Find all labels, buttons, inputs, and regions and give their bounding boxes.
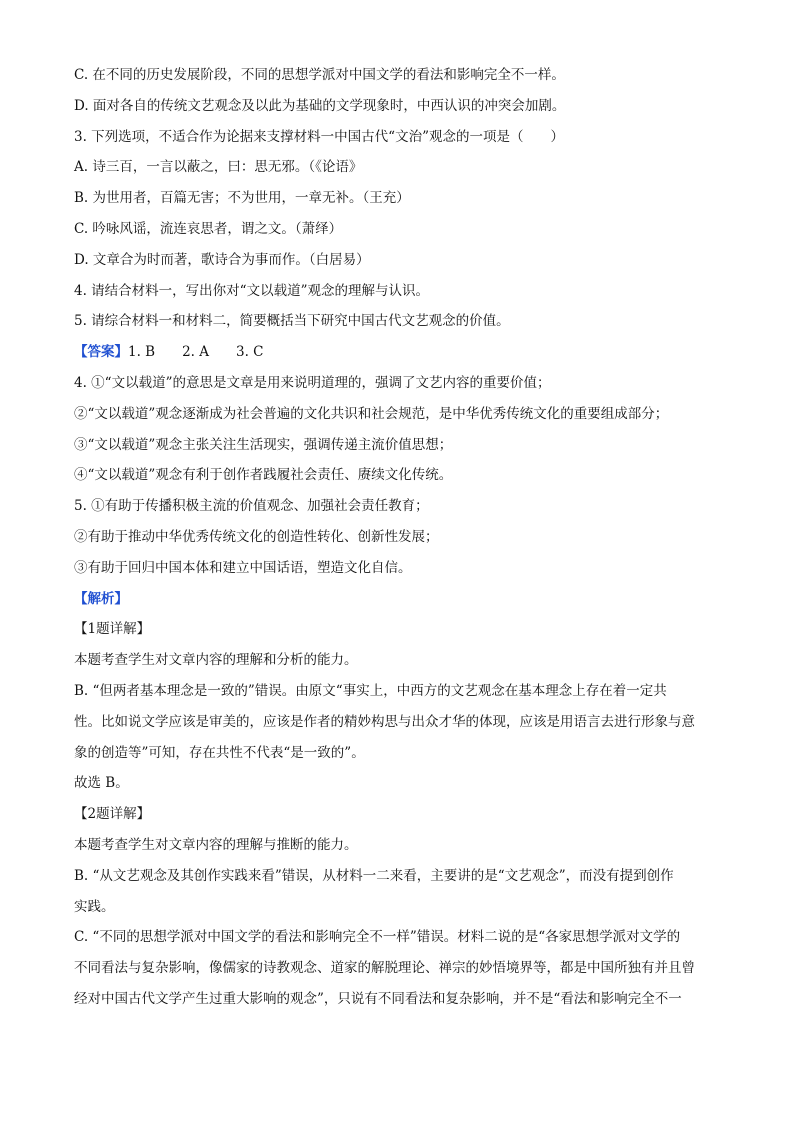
text-line: D. 面对各自的传统文艺观念及以此为基础的文学现象时，中西认识的冲突会加剧。: [74, 97, 566, 114]
text-line: 4. ①“文以载道”的意思是文章是用来说明道理的，强调了文艺内容的重要价值；: [74, 374, 551, 391]
section-text: 1. B 2. A 3. C: [128, 344, 264, 361]
text-line: D. 文章合为时而著，歌诗合为事而作。（白居易）: [74, 251, 370, 268]
text-line: 4. 请结合材料一，写出你对“文以载道”观念的理解与认识。: [74, 282, 429, 299]
text-line: A. 诗三百，一言以蔽之，曰：思无邪。（《论语》: [74, 159, 363, 176]
text-line: C. “不同的思想学派对中国文学的看法和影响完全不一样”错误。材料二说的是“各家思想学派对文学的: [74, 929, 681, 946]
text-line: 5. ①有助于传播积极主流的价值观念、加强社会责任教育；: [74, 498, 429, 515]
text-line: C. 在不同的历史发展阶段，不同的思想学派对中国文学的看法和影响完全不一样。: [74, 67, 565, 83]
text-line: 【1题详解】: [74, 621, 151, 638]
text-line: 象的创造等”可知，存在共性不代表“是一致的”。: [74, 744, 365, 761]
section-tag: 【答案】: [74, 344, 128, 361]
text-line: 不同看法与复杂影响，像儒家的诗教观念、道家的解脱理论、禅宗的妙悟境界等，都是中国所独有并且曾: [74, 960, 695, 977]
text-line: 本题考查学生对文章内容的理解与推断的能力。: [74, 836, 358, 853]
document-body: [74, 60, 724, 1015]
text-line: 故选 B。: [74, 775, 129, 792]
text-line: 本题考查学生对文章内容的理解和分析的能力。: [74, 652, 358, 669]
section-heading-line: [74, 337, 724, 368]
text-line: 经对中国古代文学产生过重大影响的观念”，只说有不同看法和复杂影响，并不是“看法和影响完全不一: [74, 990, 682, 1007]
section-tag: 【解析】: [74, 590, 128, 607]
text-line: B. “从文艺观念及其创作实践来看”错误，从材料一二来看，主要讲的是“文艺观念”，而没有提到创作: [74, 867, 674, 884]
text-line: 3. 下列选项，不适合作为论据来支撑材料一中国古代“文治”观念的一项是（ ）: [74, 128, 564, 145]
text-line: ④“文以载道”观念有利于创作者践履社会责任、赓续文化传统。: [74, 467, 453, 484]
text-line: B. “但两者基本理念是一致的”错误。由原文“事实上，中西方的文艺观念在基本理念上存在着一定共: [74, 682, 667, 699]
text-line: 实践。: [74, 898, 115, 915]
text-line: ③有助于回归中国本体和建立中国话语，塑造文化自信。: [74, 559, 412, 576]
text-line: ③“文以载道”观念主张关注生活现实，强调传递主流价值思想；: [74, 436, 453, 453]
text-line: B. 为世用者，百篇无害；不为世用，一章无补。（王充）: [74, 190, 410, 207]
text-line: 【2题详解】: [74, 806, 151, 823]
text-line: 5. 请综合材料一和材料二，简要概括当下研究中国古代文艺观念的价值。: [74, 313, 510, 330]
text-line: ②有助于推动中华优秀传统文化的创造性转化、创新性发展；: [74, 528, 439, 545]
section-heading-line: [74, 584, 724, 615]
text-line: 性。比如说文学应该是审美的，应该是作者的精妙构思与出众才华的体现，应该是用语言去进行形象与意: [74, 713, 695, 730]
text-line: ②“文以载道”观念逐渐成为社会普遍的文化共识和社会规范，是中华优秀传统文化的重要组成部分；: [74, 405, 669, 422]
text-line: C. 吟咏风谣，流连哀思者，谓之文。（萧绎）: [74, 220, 343, 237]
